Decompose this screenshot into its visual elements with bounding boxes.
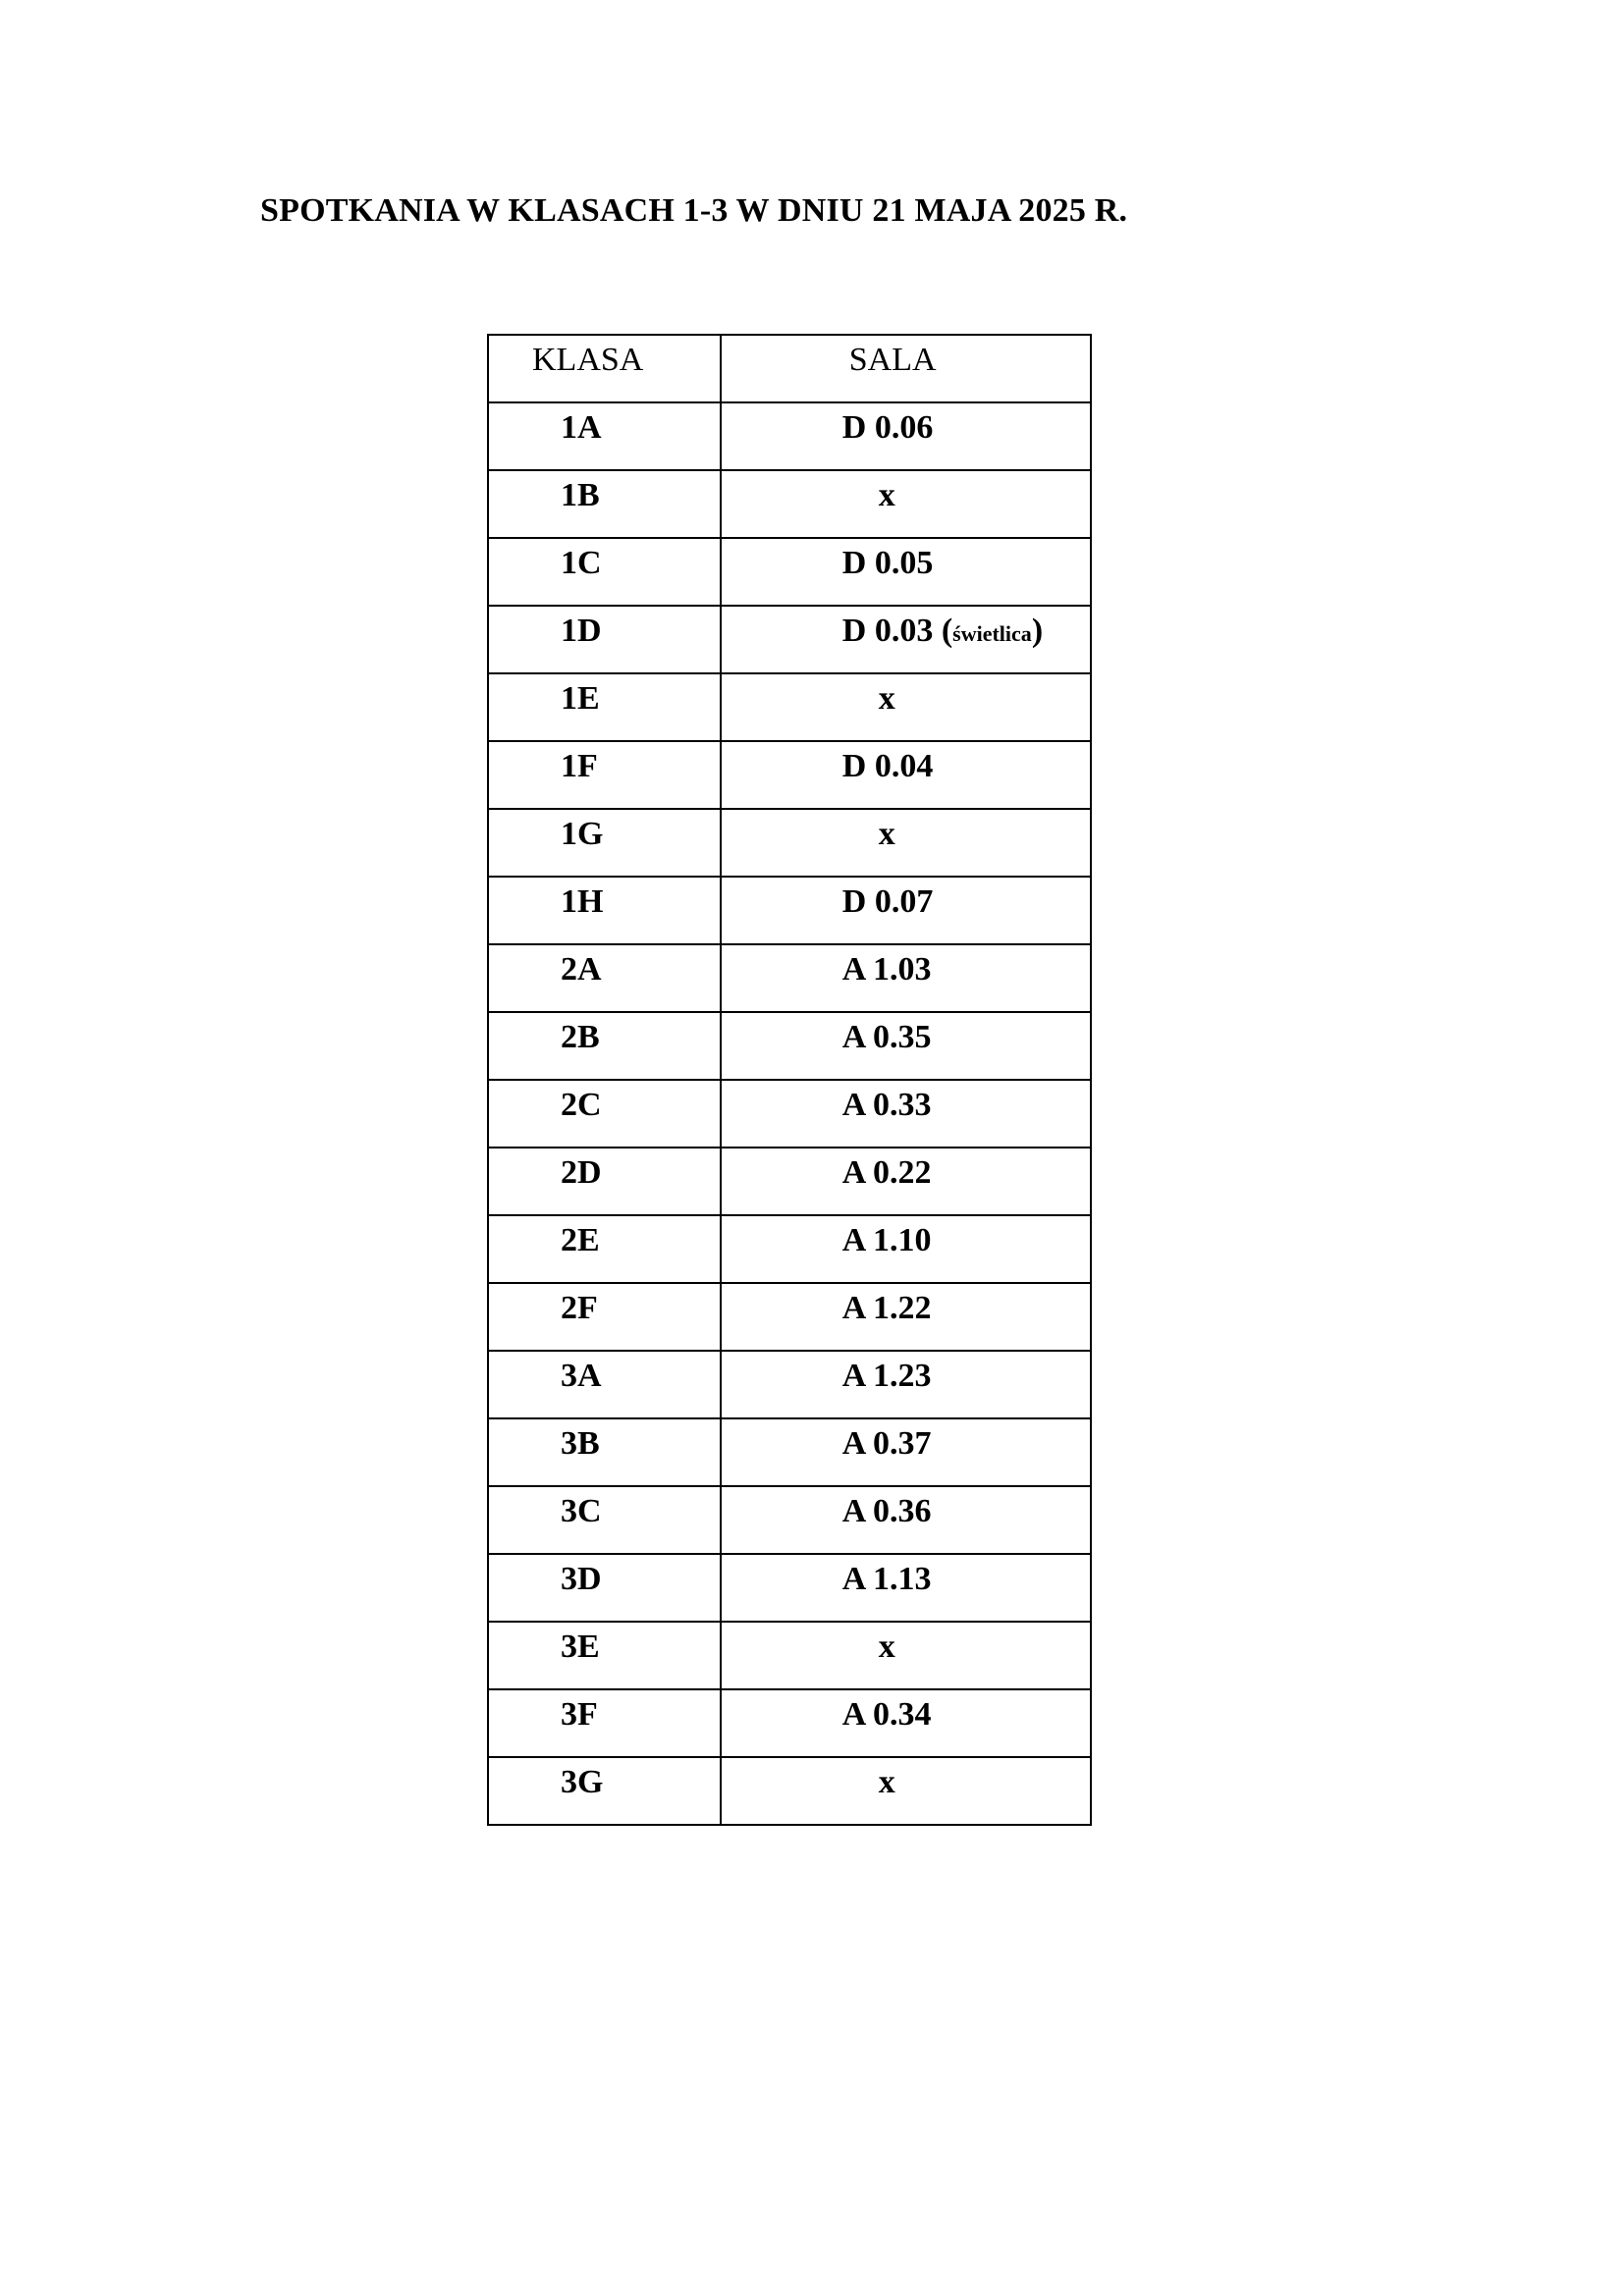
class-cell: 1F [488, 741, 721, 809]
room-cell: A 1.22 [721, 1283, 1091, 1351]
room-cell: A 1.03 [721, 944, 1091, 1012]
class-cell: 2D [488, 1148, 721, 1215]
table-row [488, 606, 1091, 673]
table-row [488, 741, 1091, 809]
room-cell: A 0.34 [721, 1689, 1091, 1757]
class-cell: 2C [488, 1080, 721, 1148]
table-row [488, 1283, 1091, 1351]
room-cell: x [721, 1757, 1091, 1825]
table-row [488, 1148, 1091, 1215]
class-cell: 2A [488, 944, 721, 1012]
class-cell: 1A [488, 402, 721, 470]
class-cell: 1G [488, 809, 721, 877]
table-row [488, 1554, 1091, 1622]
table-row [488, 1622, 1091, 1689]
table-row [488, 673, 1091, 741]
room-cell: D 0.05 [721, 538, 1091, 606]
class-cell: 3B [488, 1418, 721, 1486]
room-cell: A 1.13 [721, 1554, 1091, 1622]
table-row [488, 1080, 1091, 1148]
class-cell: 3G [488, 1757, 721, 1825]
room-value: D 0.03 ( [841, 613, 953, 649]
room-cell: A 1.10 [721, 1215, 1091, 1283]
room-cell: x [721, 809, 1091, 877]
schedule-table [487, 334, 1092, 1826]
room-cell: A 0.35 [721, 1012, 1091, 1080]
room-note: świetlica [952, 621, 1032, 646]
room-cell: A 0.22 [721, 1148, 1091, 1215]
table-row [488, 1215, 1091, 1283]
table-row [488, 944, 1091, 1012]
class-cell: 3E [488, 1622, 721, 1689]
room-cell [721, 606, 1091, 673]
class-cell: 2F [488, 1283, 721, 1351]
class-cell: 1E [488, 673, 721, 741]
room-cell: D 0.04 [721, 741, 1091, 809]
class-cell: 2E [488, 1215, 721, 1283]
table-row [488, 1689, 1091, 1757]
class-cell: 1B [488, 470, 721, 538]
class-cell: 3D [488, 1554, 721, 1622]
table-row [488, 538, 1091, 606]
room-cell: x [721, 673, 1091, 741]
table-header [488, 335, 1091, 402]
room-cell: D 0.06 [721, 402, 1091, 470]
room-cell: A 0.37 [721, 1418, 1091, 1486]
room-cell: A 1.23 [721, 1351, 1091, 1418]
column-header-room: SALA [721, 335, 1091, 402]
class-cell: 3C [488, 1486, 721, 1554]
table-row [488, 1351, 1091, 1418]
table-row [488, 402, 1091, 470]
room-value-end: ) [1031, 613, 1044, 649]
table-row [488, 809, 1091, 877]
column-header-class: KLASA [488, 335, 721, 402]
header-row [488, 335, 1091, 402]
class-cell: 1D [488, 606, 721, 673]
table-row [488, 1486, 1091, 1554]
table-row [488, 1757, 1091, 1825]
table-row [488, 470, 1091, 538]
room-cell: x [721, 470, 1091, 538]
room-cell: D 0.07 [721, 877, 1091, 944]
class-cell: 2B [488, 1012, 721, 1080]
class-cell: 3F [488, 1689, 721, 1757]
class-cell: 1H [488, 877, 721, 944]
table-body [488, 402, 1091, 1825]
room-cell: A 0.33 [721, 1080, 1091, 1148]
room-cell: A 0.36 [721, 1486, 1091, 1554]
table-row [488, 877, 1091, 944]
class-cell: 3A [488, 1351, 721, 1418]
class-cell: 1C [488, 538, 721, 606]
table-row [488, 1012, 1091, 1080]
table-row [488, 1418, 1091, 1486]
room-cell: x [721, 1622, 1091, 1689]
page-title: SPOTKANIA W KLASACH 1-3 W DNIU 21 MAJA 2025 R. [260, 192, 1128, 229]
